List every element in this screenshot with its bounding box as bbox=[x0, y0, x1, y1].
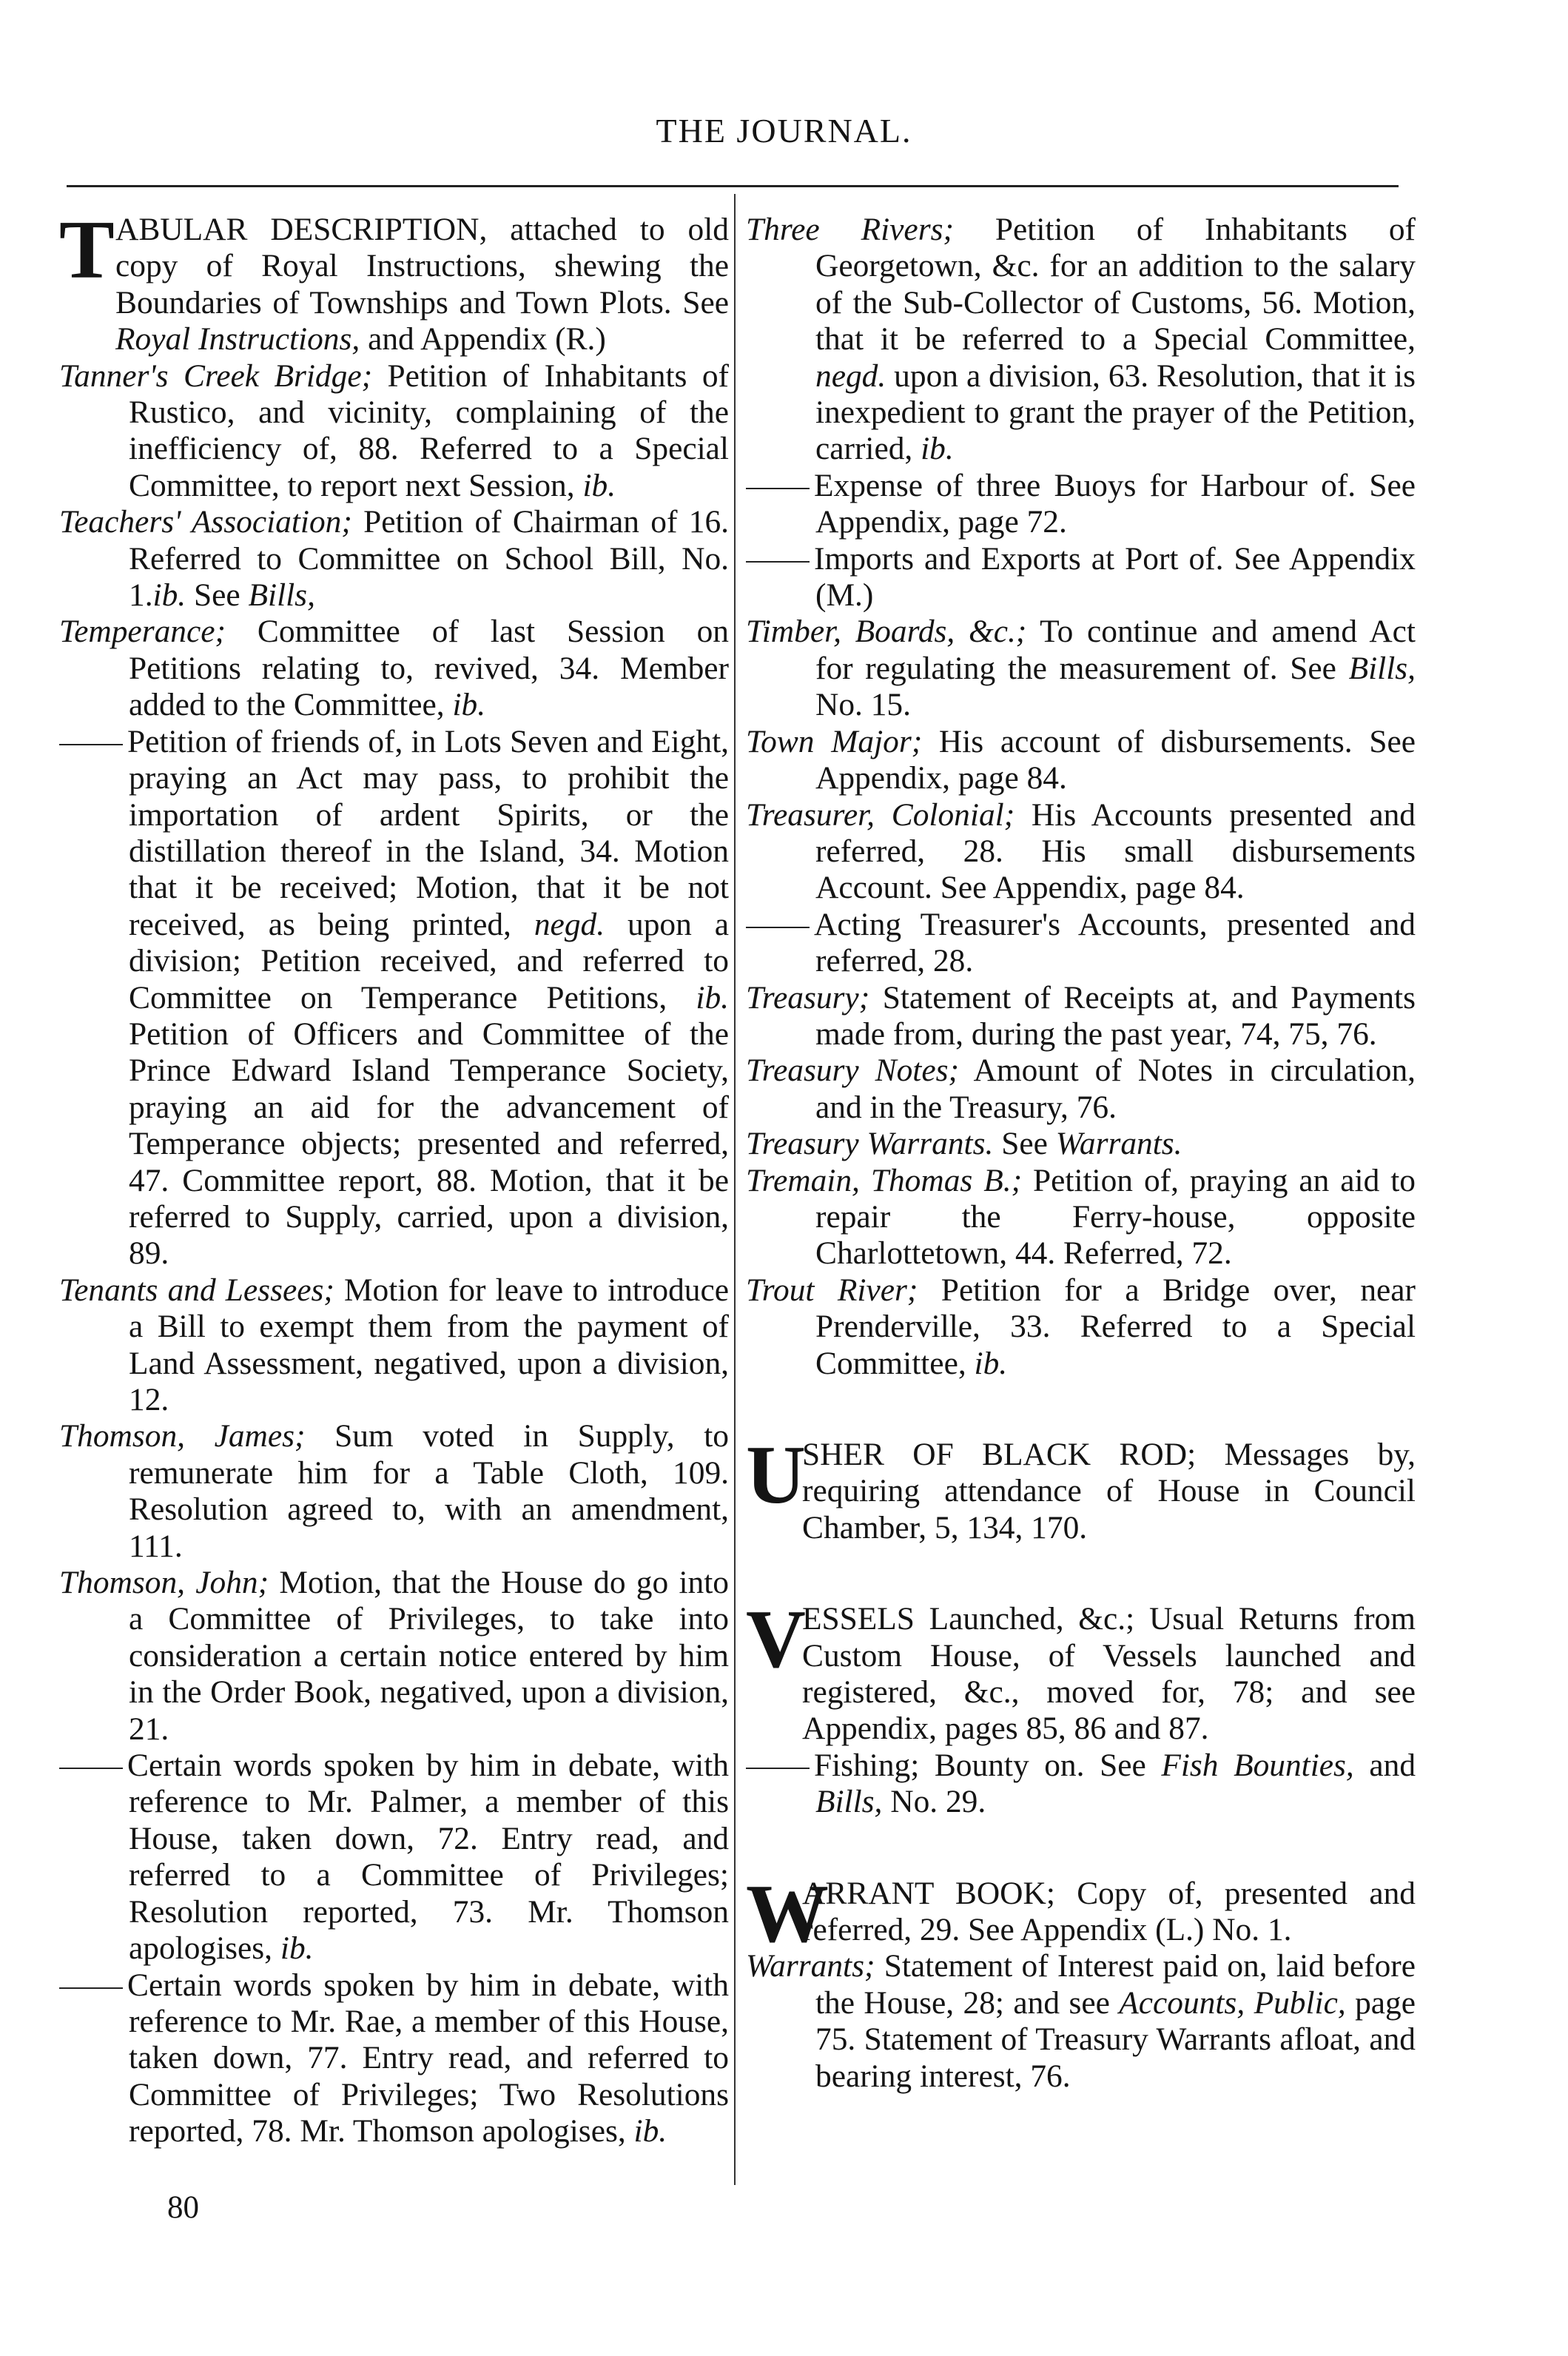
right-column bbox=[746, 212, 1416, 2095]
entry-text: ABULAR DESCRIPTION, attached to old copy of Royal Instructions, shewing the Boundaries of Townships and Town Plots. See bbox=[115, 212, 729, 320]
entry-text: Statement of Interest paid on, laid before the House, 28; and see bbox=[815, 1948, 1416, 2021]
entry-text: upon a division, 63. Resolution, that it is inexpedient to grant the prayer of the Petition, carried, bbox=[815, 358, 1416, 467]
column-divider bbox=[734, 194, 736, 2185]
index-entry bbox=[59, 1418, 729, 1565]
ditto-dash bbox=[59, 1987, 123, 1989]
entry-heading: Three Rivers; bbox=[746, 212, 954, 247]
index-entry bbox=[746, 1272, 1416, 1382]
entry-heading: Timber, Boards, &c.; bbox=[746, 614, 1027, 650]
ibid-mark: ib. bbox=[974, 1345, 1008, 1381]
entry-text: upon a division; Petition received, and referred to Committee on Temperance Petitions, bbox=[129, 906, 729, 1016]
entry-text: Petition of Officers and Committee of the Prince Edward Island Temperance Society, praying an aid for the advancement of Temperance objects; presented and referred, 47. Committee report, 88. Motion, that it be referred to Supply, carried, upon a division, 89. bbox=[129, 1016, 729, 1272]
entry-heading: Treasury Notes; bbox=[746, 1053, 959, 1089]
drop-cap: T bbox=[59, 204, 115, 296]
section-entry bbox=[59, 204, 729, 358]
entry-text: To continue and amend Act for regulating the measurement of. See bbox=[815, 614, 1416, 686]
entry-text: See bbox=[186, 577, 249, 614]
index-entry bbox=[59, 358, 729, 505]
entry-text: Statement of Receipts at, and Payments made from, during the past year, 74, 75, 76. bbox=[815, 979, 1416, 1052]
sub-entry bbox=[746, 468, 1416, 541]
ibid-mark: ib. bbox=[696, 979, 729, 1016]
entry-heading: Treasurer, Colonial; bbox=[746, 796, 1015, 833]
section-gap bbox=[746, 1546, 1416, 1601]
negd-mark: negd. bbox=[815, 358, 886, 394]
page-title: THE JOURNAL. bbox=[656, 112, 912, 150]
drop-cap: U bbox=[746, 1429, 806, 1521]
entry-heading: Tenants and Lessees; bbox=[59, 1272, 334, 1308]
entry-text: Motion for leave to introduce a Bill to exempt them from the payment of Land Assessment, negatived, upon a division, 12. bbox=[129, 1272, 729, 1417]
cross-reference: Accounts, Public, bbox=[1119, 1984, 1346, 2021]
ibid-mark: ib. bbox=[452, 687, 486, 723]
cross-reference: Bills, bbox=[1348, 650, 1416, 686]
cross-reference: Warrants. bbox=[1055, 1126, 1182, 1162]
entry-text: No. 1. bbox=[129, 540, 729, 614]
ditto-dash bbox=[746, 927, 810, 928]
entry-heading: Thomson, James; bbox=[59, 1418, 306, 1454]
entry-text: His account of disbursements. See Appendix, page 84. bbox=[815, 723, 1416, 796]
index-entry bbox=[746, 212, 1416, 468]
entry-text: Amount of Notes in circulation, and in the Treasury, 76. bbox=[815, 1053, 1416, 1125]
section-gap bbox=[746, 1821, 1416, 1876]
ditto-dash bbox=[59, 744, 123, 745]
entry-heading: Temperance; bbox=[59, 614, 226, 650]
entry-heading: Tremain, Thomas B.; bbox=[746, 1162, 1023, 1198]
entry-text: Certain words spoken by him in debate, with reference to Mr. Palmer, a member of this House, taken down, 72. Entry read, and referred to a Committee of Privileges; Resolution reported, 73. Mr. Thomson apologises, bbox=[127, 1748, 729, 1967]
index-entry bbox=[746, 614, 1416, 723]
entry-text: Fishing; Bounty on. See bbox=[814, 1747, 1162, 1783]
entry-text: Imports and Exports at Port of. See Appendix (M.) bbox=[814, 540, 1416, 614]
entry-text: Committee of last Session on Petitions relating to, revived, 34. Member added to the Committee, bbox=[129, 614, 729, 723]
cross-reference: Royal Instructions, bbox=[115, 321, 360, 358]
entry-text: and Appendix (R.) bbox=[360, 321, 606, 358]
entry-heading: Teachers' Association; bbox=[59, 504, 352, 540]
entry-text: ARRANT BOOK; Copy of, presented and referred, 29. See Appendix (L.) No. 1. bbox=[802, 1875, 1416, 1948]
index-entry bbox=[59, 1565, 729, 1748]
ditto-dash bbox=[59, 1768, 123, 1769]
cross-reference: Bills, bbox=[815, 1784, 883, 1820]
sub-entry bbox=[746, 541, 1416, 614]
index-entry bbox=[746, 980, 1416, 1053]
negd-mark: negd. bbox=[534, 906, 605, 942]
section-entry bbox=[746, 1429, 1416, 1546]
left-column bbox=[59, 204, 730, 2150]
ibid-mark: ib. bbox=[280, 1930, 314, 1967]
entry-text: Sum voted in Supply, to remunerate him for a Table Cloth, 109. Resolution agreed to, with an amendment, 111. bbox=[129, 1418, 730, 1564]
index-entry bbox=[746, 724, 1416, 797]
index-entry bbox=[746, 1126, 1416, 1162]
entry-text: Certain words spoken by him in debate, with reference to Mr. Rae, a member of this House, taken down, 77. Entry read, and referred to Committee of Privileges; Two Resolutions reported, 78. Mr. Thomson apologises, bbox=[127, 1967, 729, 2149]
entry-heading: Town Major; bbox=[746, 723, 923, 759]
entry-text: Acting Treasurer's Accounts, presented and referred, 28. bbox=[814, 906, 1416, 979]
header-rule bbox=[67, 185, 1399, 187]
entry-text: Petition of Chairman of 16. Referred to Committee on School Bill, bbox=[129, 504, 729, 577]
entry-text: Petition for a Bridge over, near Prenderville, 33. Referred to a Special Committee, bbox=[815, 1272, 1416, 1381]
index-entry bbox=[59, 504, 729, 614]
entry-text: Petition of friends of, in Lots Seven and Eight, praying an Act may pass, to prohibit the importation of ardent Spirits, or the distillation thereof in the Island, 34. Motion that it be received; Motion, that it be not received, as being printed, bbox=[127, 723, 729, 942]
index-entry bbox=[59, 1272, 729, 1419]
entry-heading: Treasury Warrants. bbox=[746, 1126, 994, 1162]
entry-heading: Thomson, John; bbox=[59, 1565, 269, 1601]
index-entry bbox=[746, 797, 1416, 907]
sub-entry bbox=[59, 1748, 729, 1967]
sub-entry bbox=[746, 1748, 1416, 1821]
entry-text: Petition of Inhabitants of Georgetown, &c. for an addition to the salary of the Sub-Collector of Customs, 56. Motion, that it be referred to a Special Committee, bbox=[815, 212, 1416, 358]
sub-entry bbox=[59, 724, 729, 1272]
entry-text: page 75. Statement of Treasury Warrants afloat, and bearing interest, 76. bbox=[815, 1984, 1416, 2094]
sub-entry bbox=[59, 1967, 729, 2150]
ibid-mark: ib. bbox=[152, 577, 186, 614]
cross-reference: Fish Bounties, bbox=[1161, 1747, 1354, 1783]
entry-text: Petition of, praying an aid to repair the Ferry-house, opposite Charlottetown, 44. Referred, 72. bbox=[815, 1162, 1416, 1272]
entry-text: and bbox=[1353, 1747, 1416, 1783]
page-number: 80 bbox=[167, 2190, 199, 2225]
entry-heading: Warrants; bbox=[746, 1948, 875, 1984]
entry-text: See bbox=[993, 1126, 1056, 1162]
entry-text: His Accounts presented and referred, 28. His small disbursements Account. See Appendix, page 84. bbox=[815, 796, 1416, 906]
entry-heading: Tanner's Creek Bridge; bbox=[59, 358, 373, 394]
sub-entry bbox=[746, 907, 1416, 980]
ibid-mark: ib. bbox=[921, 431, 954, 467]
section-entry bbox=[746, 1867, 1416, 1960]
entry-text: Motion, that the House do go into a Committee of Privileges, to take into consideration a certain notice entered by him in the Order Book, negatived, upon a division, 21. bbox=[129, 1565, 729, 1747]
entry-text: No. 15. bbox=[815, 687, 911, 723]
ibid-mark: ib. bbox=[633, 2113, 667, 2149]
index-entry bbox=[746, 1053, 1416, 1126]
entry-text: Petition of Inhabitants of Rustico, and vicinity, complaining of the inefficiency of, 88. Referred to a Special Committee, to report next Session, bbox=[129, 358, 730, 503]
index-entry bbox=[59, 614, 729, 723]
ditto-dash bbox=[746, 1768, 810, 1769]
cross-reference: Bills, bbox=[248, 577, 315, 614]
entry-text: Expense of three Buoys for Harbour of. See Appendix, page 72. bbox=[814, 467, 1416, 540]
drop-cap: V bbox=[746, 1594, 806, 1686]
ditto-dash bbox=[746, 561, 810, 563]
index-entry bbox=[746, 1163, 1416, 1272]
entry-text: SHER OF BLACK ROD; Messages by, requiring attendance of House in Council Chamber, 5, 134, 170. bbox=[802, 1437, 1416, 1546]
drop-cap: W bbox=[746, 1867, 829, 1960]
entry-text: No. 29. bbox=[882, 1784, 986, 1820]
entry-heading: Trout River; bbox=[746, 1272, 918, 1308]
ibid-mark: ib. bbox=[582, 467, 616, 503]
index-entry bbox=[746, 1948, 1416, 2095]
section-gap bbox=[746, 1382, 1416, 1437]
entry-text: ESSELS Launched, &c.; Usual Returns from Custom House, of Vessels launched and registered, &c., moved for, 78; and see Appendix, pages 85, 86 and 87. bbox=[802, 1601, 1416, 1747]
ditto-dash bbox=[746, 488, 810, 489]
entry-heading: Treasury; bbox=[746, 979, 870, 1016]
section-entry bbox=[746, 1594, 1416, 1748]
